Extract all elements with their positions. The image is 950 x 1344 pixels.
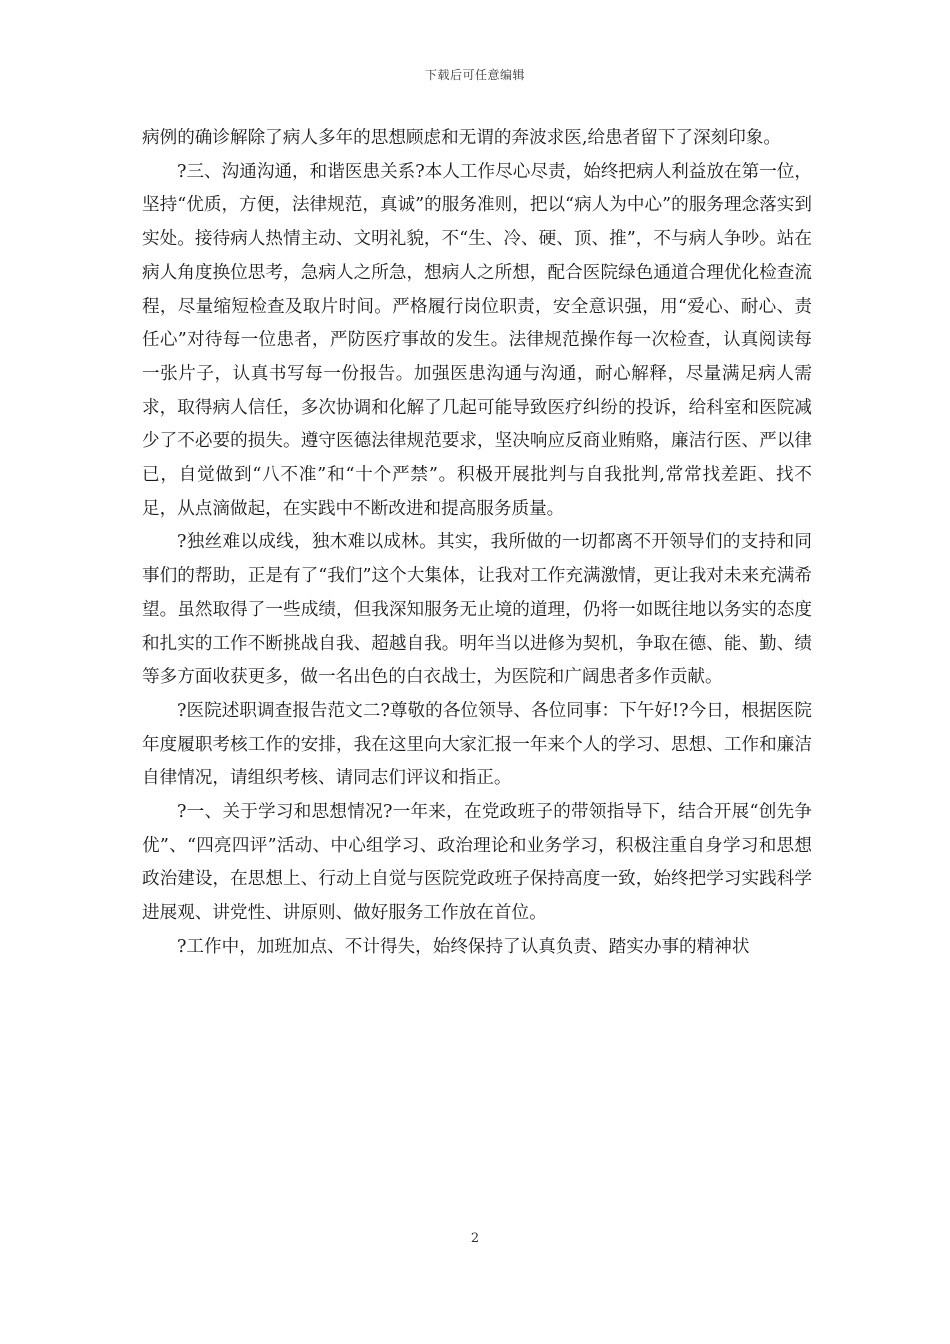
document-body (142, 122, 812, 965)
page-number: 2 (470, 1231, 480, 1246)
paragraph-study-thought: ?一、关于学习和思想情况?一年来，在党政班子的带领指导下，结合开展“创先争优”、“四亮四评”活动、中心组学习、政治理论和业务学习，积极注重自身学习和思想政治建设，在思想上、行动上自觉与医院党政班子保持高度一致，始终把学习实践科学进展观、讲党性、讲原则、做好服务工作放在首位。 (142, 802, 812, 924)
paragraph-work: ?工作中，加班加点、不计得失，始终保持了认真负责、踏实办事的精神状 (177, 936, 750, 957)
paragraph-continuation: 病例的确诊解除了病人多年的思想顾虑和无谓的奔波求医,给患者留下了深刻印象。 (142, 128, 781, 148)
paragraph-teamwork: ?独丝难以成线，独木难以成林。其实，我所做的一切都离不开领导们的支持和同事们的帮助，正是有了“我们”这个大集体，让我对工作充满激情，更让我对未来充满希望。虽然取得了一些成绩，但我深知服务无止境的道理，仍将一如既往地以务实的态度和扎实的工作不断挑战自我、超越自我。明年当以进修为契机，争取在德、能、勤、绩等多方面收获更多，做一名出色的白衣战士，为医院和广阔患者多作贡献。 (142, 532, 812, 688)
paragraph-communication: ?三、沟通沟通，和谐医患关系?本人工作尽心尽责，始终把病人利益放在第一位，坚持“优质，方便，法律规范，真诚”的服务准则，把以“病人为中心”的服务理念落实到实处。接待病人热情主动、文明礼貌，不“生、冷、硬、顶、推”，不与病人争吵。站在病人角度换位思考，急病人之所急，想病人之所想，配合医院绿色通道合理优化检查流程，尽量缩短检查及取片时间。严格履行岗位职责，安全意识强，用“爱心、耐心、责任心”对待每一位患者，严防医疗事故的发生。法律规范操作每一次检查，认真阅读每一张片子，认真书写每一份报告。加强医患沟通与沟通，耐心解释，尽量满足病人需求，取得病人信任，多次协调和化解了几起可能导致医疗纠纷的投诉，给科室和医院减少了不必要的损失。遵守医德法律规范要求，坚决响应反商业贿赂，廉洁行医、严以律已，自觉做到“八不准”和“十个严禁”。积极开展批判与自我批判,常常找差距、找不足，从点滴做起，在实践中不断改进和提高服务质量。 (142, 161, 812, 519)
page-header: 下载后可任意编辑 (424, 68, 525, 82)
paragraph-report-intro: ?医院述职调查报告范文二?尊敬的各位领导、各位同事：下午好!?今日，根据医院年度履职考核工作的安排，我在这里向大家汇报一年来个人的学习、思想、工作和廉洁自律情况，请组织考核、请同志们评议和指正。 (142, 700, 812, 789)
